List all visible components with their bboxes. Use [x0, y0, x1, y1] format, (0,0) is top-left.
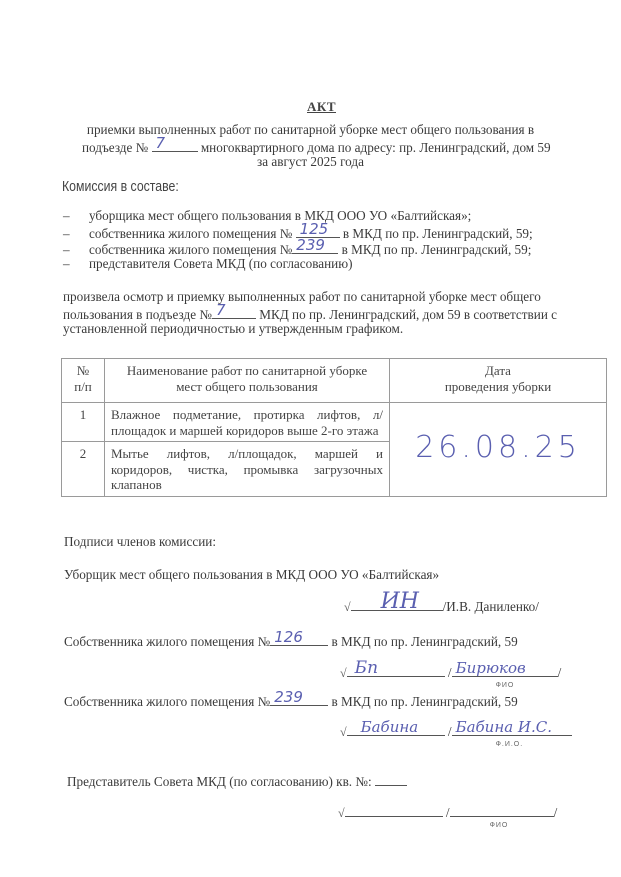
- row-work: Мытье лифтов, л/площадок, маршей и коридоров, чистка, промывка загрузочных клапанов: [105, 442, 390, 497]
- paragraph-line-3: установленной периодичностью и утвержденным графиком.: [63, 321, 404, 336]
- council-line: Представитель Совета МКД (по согласованию) кв. №:: [67, 772, 407, 790]
- owner2-signature-line: √ Бабина / Бабина И.С. Ф.И.О.: [340, 721, 572, 740]
- signature-field: [345, 802, 443, 817]
- entrance-number-field: [152, 134, 198, 152]
- apartment-number-field: 125: [296, 224, 340, 238]
- signer-name: /И.В. Даниленко/: [442, 599, 539, 614]
- check-mark-icon: √: [344, 600, 351, 614]
- apartment-number-field: 239: [270, 692, 328, 706]
- fio-field: Бабина И.С. Ф.И.О.: [452, 721, 572, 736]
- date-cell: [390, 403, 607, 497]
- signature-field: Бабина: [347, 721, 445, 736]
- signature-handwritten: ИН: [380, 589, 419, 614]
- works-table: [61, 358, 607, 497]
- row-num: 2: [62, 442, 105, 497]
- row-num: 1: [62, 403, 105, 442]
- cleaner-label: Уборщик мест общего пользования в МКД ООО УО «Балтийская»: [64, 567, 440, 582]
- address-text: многоквартирного дома по адресу: пр. Ленинградский, дом 59: [200, 140, 551, 155]
- fio-field: Бирюков ФИО: [452, 662, 558, 677]
- entrance-label: подъезде №: [82, 140, 149, 155]
- council-apartment-field: [375, 772, 407, 786]
- member-item: – уборщика мест общего пользования в МКД ООО УО «Балтийская»;: [63, 208, 472, 223]
- member-item: – собственника жилого помещения № 125 в МКД по пр. Ленинградский, 59;: [63, 220, 533, 241]
- subtitle-line-1: приемки выполненных работ по санитарной уборке мест общего пользования в: [86, 122, 535, 137]
- entrance-number-handwritten: 7: [155, 134, 166, 152]
- paragraph-line-2: пользования в подъезде № 7 МКД по пр. Ленинградский, дом 59 в соответствии с: [63, 301, 558, 322]
- entrance-number-field: 7: [212, 305, 256, 319]
- header-work-name: Наименование работ по санитарной уборке мест общего пользования: [105, 359, 390, 403]
- signature-field: [351, 589, 443, 614]
- apartment-number-field: 239: [292, 240, 338, 254]
- check-mark-icon: √: [340, 666, 347, 680]
- subtitle-line-3: за август 2025 года: [257, 154, 364, 169]
- owner2-line: Собственника жилого помещения № 239 в МКД по пр. Ленинградский, 59: [64, 688, 518, 709]
- owner1-line: Собственника жилого помещения № 126 в МКД по пр. Ленинградский, 59: [64, 628, 518, 649]
- paragraph-line-1: произвела осмотр и приемку выполненных работ по санитарной уборке мест общего: [63, 289, 541, 304]
- apartment-number-field: 126: [270, 632, 328, 646]
- cleaner-signature-line: [344, 589, 539, 615]
- check-mark-icon: √: [338, 806, 345, 820]
- owner1-signature-line: √ Бп / Бирюков ФИО /: [340, 658, 562, 689]
- signature-field: Бп: [347, 662, 445, 677]
- date-handwritten: 26.08.25: [415, 429, 581, 465]
- commission-heading: Комиссия в составе:: [62, 178, 179, 195]
- document-title: АКТ: [307, 99, 336, 114]
- member-item: – представителя Совета МКД (по согласованию): [63, 256, 353, 271]
- table-header-row: [62, 359, 607, 403]
- fio-field: ФИО: [450, 802, 554, 817]
- check-mark-icon: √: [340, 725, 347, 739]
- header-num: № п/п: [62, 359, 105, 403]
- table-row: [62, 403, 607, 442]
- signatures-heading: Подписи членов комиссии:: [64, 534, 216, 549]
- commission-members-list: [63, 208, 533, 272]
- council-signature-line: √ / ФИО /: [338, 802, 557, 821]
- header-date: Дата проведения уборки: [390, 359, 607, 403]
- member-item: – собственника жилого помещения № 239 в МКД по пр. Ленинградский, 59;: [63, 236, 532, 257]
- row-work: Влажное подметание, протирка лифтов, л/площадок и маршей коридоров выше 2-го этажа: [105, 403, 390, 442]
